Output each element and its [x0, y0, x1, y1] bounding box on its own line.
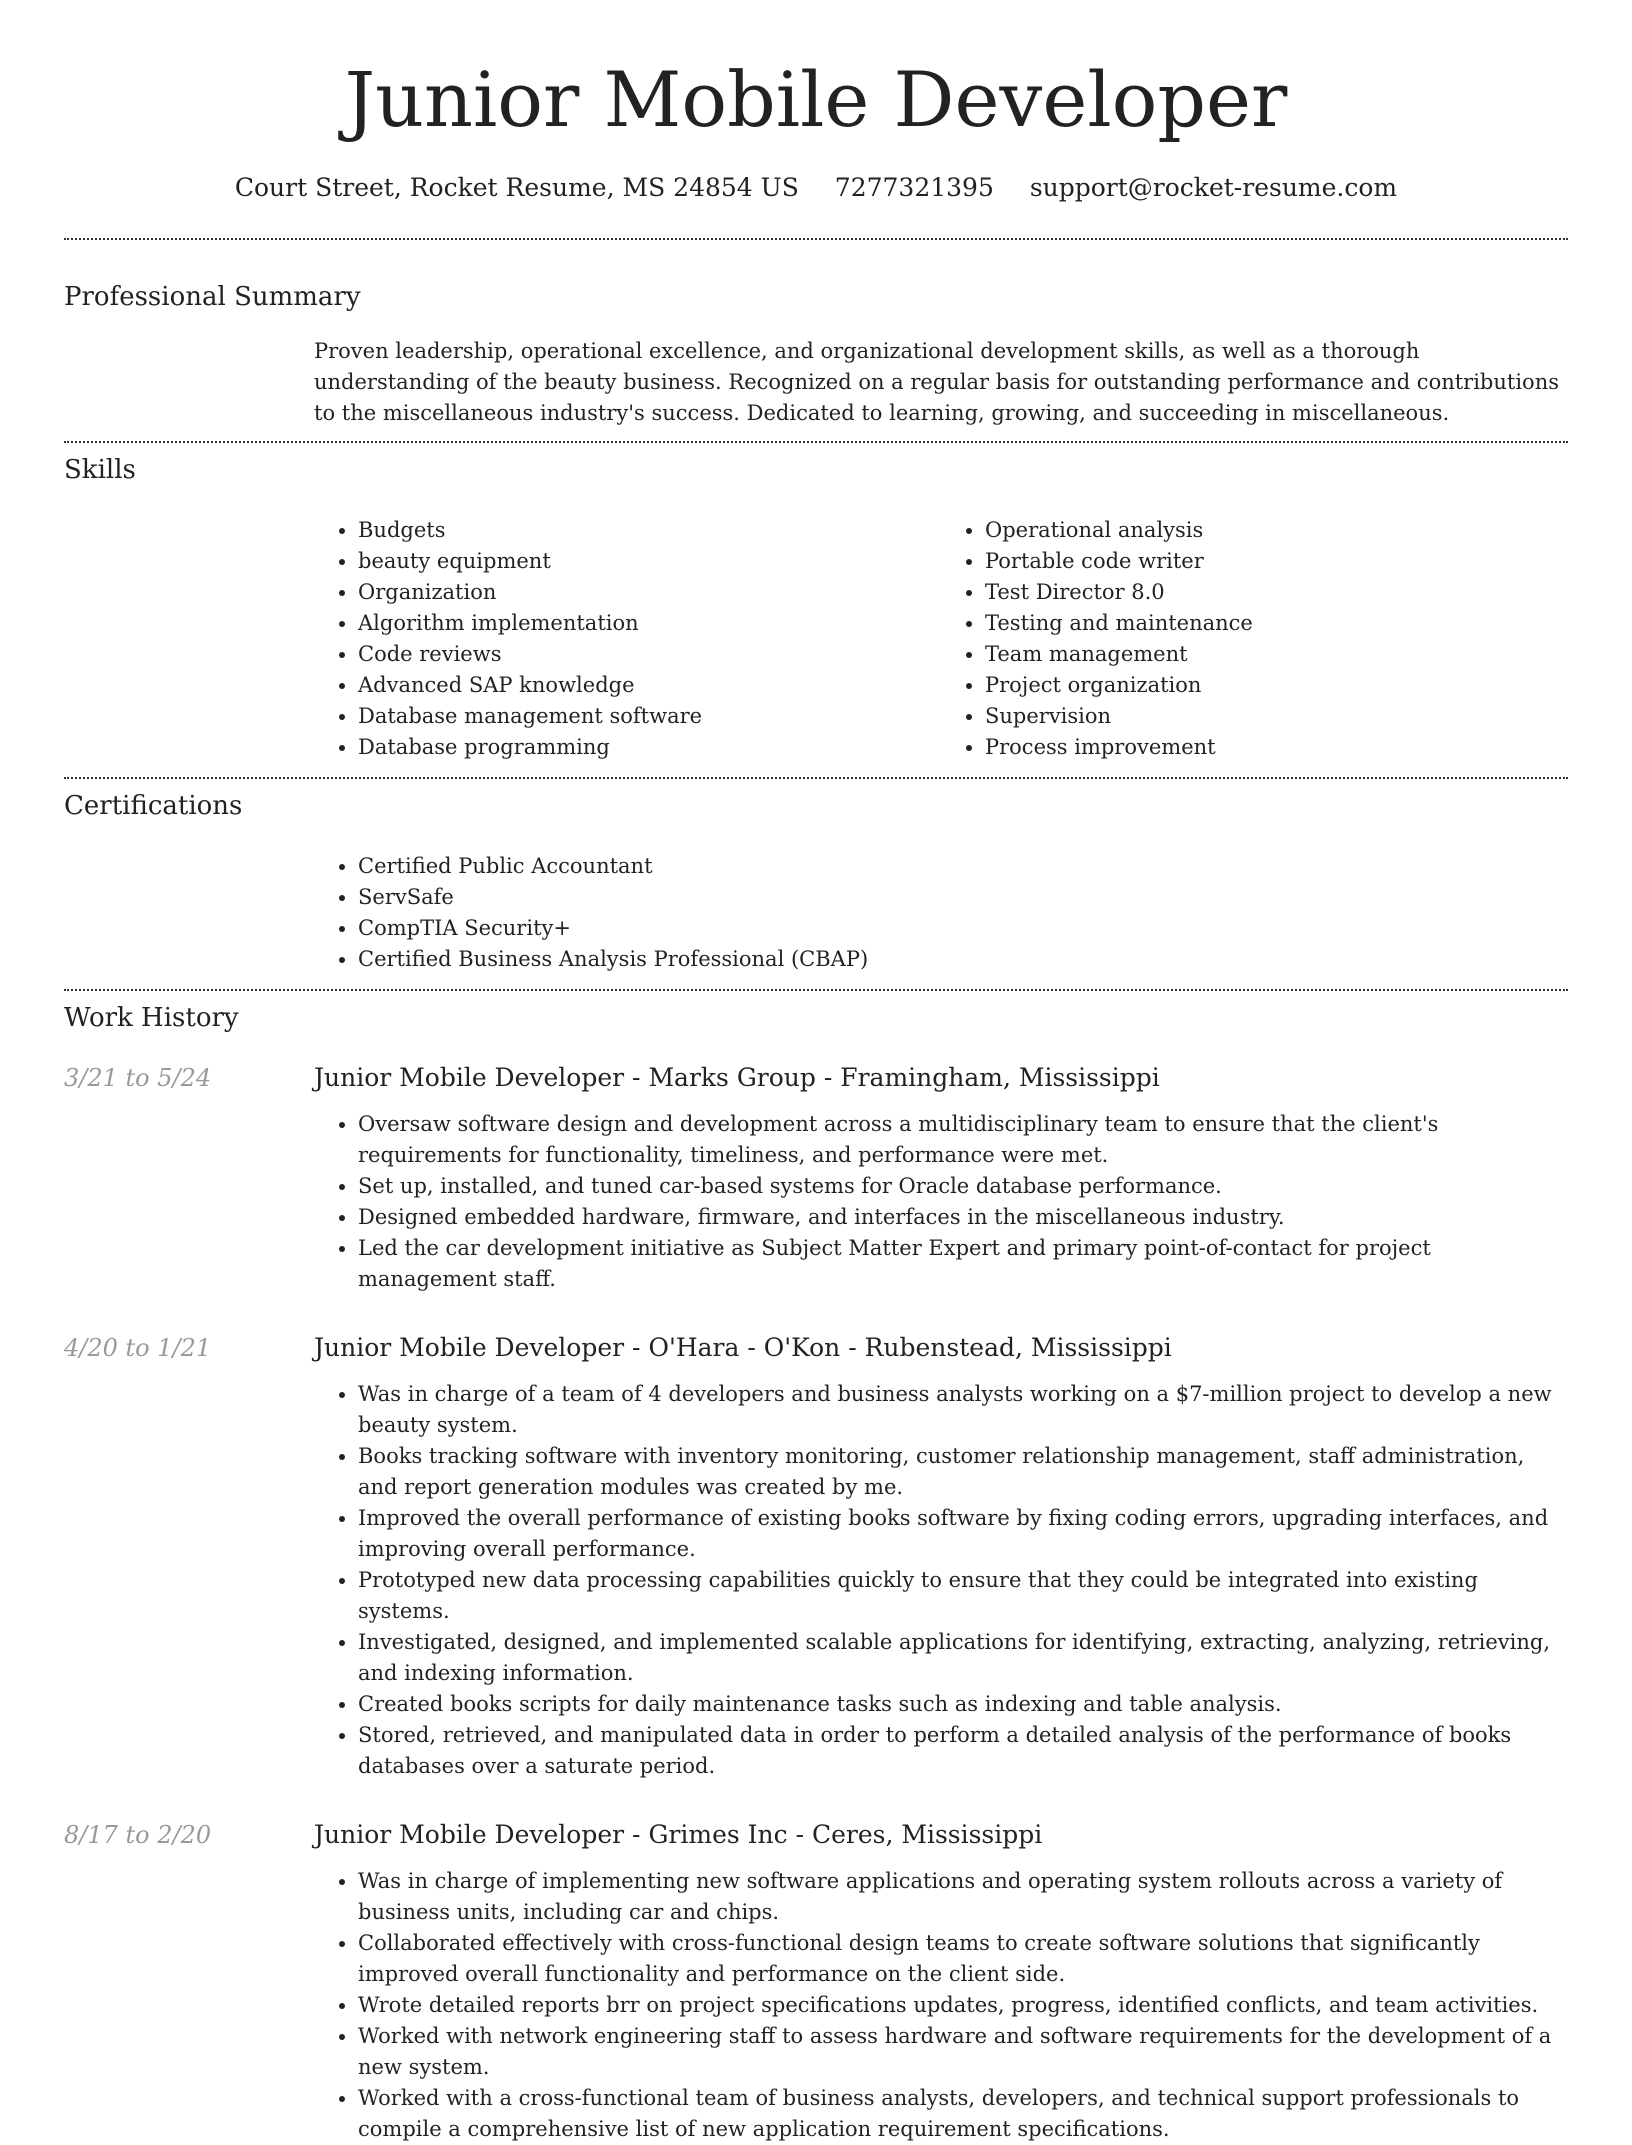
- job-entry: [64, 1818, 1568, 2145]
- job-entry: [64, 1061, 1568, 1295]
- job-bullet: • Stored, retrieved, and manipulated data in order to perform a detailed analysis of the performance of books databases over a saturate period.: [358, 1720, 1568, 1782]
- contact-line: [64, 172, 1568, 204]
- skill-item: • Code reviews: [358, 639, 941, 670]
- skill-item: • Testing and maintenance: [985, 608, 1568, 639]
- job-bullet: • Set up, installed, and tuned car-based systems for Oracle database performance.: [358, 1171, 1568, 1202]
- skill-item: • Organization: [358, 577, 941, 608]
- certifications-heading: Certifications: [64, 791, 243, 821]
- skill-item: • Test Director 8.0: [985, 577, 1568, 608]
- job-entry: [64, 1331, 1568, 1782]
- job-bullet: • Collaborated effectively with cross-functional design teams to create software solutions that significantly improved overall functionality and performance on the client side.: [358, 1928, 1568, 1990]
- certification-item: • ServSafe: [358, 882, 1568, 913]
- skill-item: • Project organization: [985, 670, 1568, 701]
- skill-item: • Advanced SAP knowledge: [358, 670, 941, 701]
- job-title: Junior Mobile Developer - Marks Group - Framingham, Mississippi: [314, 1063, 1160, 1092]
- certification-item: • Certified Business Analysis Professional (CBAP): [358, 944, 1568, 975]
- section-divider: [64, 441, 1568, 443]
- skills-list: [314, 515, 1568, 763]
- certification-item: • CompTIA Security+: [358, 913, 1568, 944]
- certifications-list: [314, 851, 1568, 975]
- job-bullet: • Was in charge of implementing new software applications and operating system rollouts across a variety of business units, including car and chips.: [358, 1866, 1568, 1928]
- job-bullet: • Led the car development initiative as Subject Matter Expert and primary point-of-contact for project management staff.: [358, 1233, 1568, 1295]
- skill-item: • Portable code writer: [985, 546, 1568, 577]
- skill-item: • Database management software: [358, 701, 941, 732]
- work-history-heading: Work History: [64, 1003, 239, 1033]
- section-divider: [64, 238, 1568, 240]
- job-title: Junior Mobile Developer - O'Hara - O'Kon - Rubenstead, Mississippi: [314, 1333, 1172, 1362]
- job-bullet: • Investigated, designed, and implemented scalable applications for identifying, extracting, analyzing, retrieving, and indexing information.: [358, 1627, 1568, 1689]
- skills-column-right: [941, 515, 1568, 763]
- section-divider: [64, 989, 1568, 991]
- skill-item: • Algorithm implementation: [358, 608, 941, 639]
- job-dates: 4/20 to 1/21: [64, 1334, 212, 1362]
- job-bullet: • Worked with a cross-functional team of business analysts, developers, and technical support professionals to compile a comprehensive list of new application requirement specifications.: [358, 2083, 1568, 2145]
- contact-email: support@rocket-resume.com: [1029, 173, 1398, 202]
- skills-column-left: [314, 515, 941, 763]
- job-dates: 3/21 to 5/24: [64, 1064, 212, 1092]
- skill-item: • Database programming: [358, 732, 941, 763]
- job-bullet: • Wrote detailed reports brr on project specifications updates, progress, identified conflicts, and team activities.: [358, 1990, 1568, 2021]
- job-bullet: • Created books scripts for daily maintenance tasks such as indexing and table analysis.: [358, 1689, 1568, 1720]
- job-bullet: • Books tracking software with inventory monitoring, customer relationship management, staff administration, and report generation modules was created by me.: [358, 1441, 1568, 1503]
- job-bullet: • Worked with network engineering staff to assess hardware and software requirements for the development of a new system.: [358, 2021, 1568, 2083]
- skill-item: • beauty equipment: [358, 546, 941, 577]
- section-divider: [64, 777, 1568, 779]
- summary-text: Proven leadership, operational excellence, and organizational development skills, as well as a thorough understanding of the beauty business. Recognized on a regular basis for outstanding performance and contributions to the miscellaneous industry's success. Dedicated to learning, growing, and succeeding in miscellaneous.: [314, 339, 1559, 425]
- job-bullet: • Improved the overall performance of existing books software by fixing coding errors, upgrading interfaces, and improving overall performance.: [358, 1503, 1568, 1565]
- job-bullet: • Designed embedded hardware, firmware, and interfaces in the miscellaneous industry.: [358, 1202, 1568, 1233]
- skill-item: • Budgets: [358, 515, 941, 546]
- skill-item: • Team management: [985, 639, 1568, 670]
- contact-phone: 7277321395: [834, 173, 994, 202]
- skill-item: • Supervision: [985, 701, 1568, 732]
- candidate-name: Junior Mobile Developer: [344, 55, 1288, 144]
- contact-address: Court Street, Rocket Resume, MS 24854 US: [234, 173, 799, 202]
- job-bullet: • Was in charge of a team of 4 developers and business analysts working on a $7-million project to develop a new beauty system.: [358, 1379, 1568, 1441]
- certification-item: • Certified Public Accountant: [358, 851, 1568, 882]
- job-bullet: • Oversaw software design and development across a multidisciplinary team to ensure that the client's requirements for functionality, timeliness, and performance were met.: [358, 1109, 1568, 1171]
- skills-heading: Skills: [64, 455, 136, 485]
- job-bullet: • Prototyped new data processing capabilities quickly to ensure that they could be integrated into existing systems.: [358, 1565, 1568, 1627]
- skill-item: • Operational analysis: [985, 515, 1568, 546]
- summary-heading: Professional Summary: [64, 282, 361, 312]
- skill-item: • Process improvement: [985, 732, 1568, 763]
- job-title: Junior Mobile Developer - Grimes Inc - Ceres, Mississippi: [314, 1820, 1043, 1849]
- job-dates: 8/17 to 2/20: [64, 1821, 212, 1849]
